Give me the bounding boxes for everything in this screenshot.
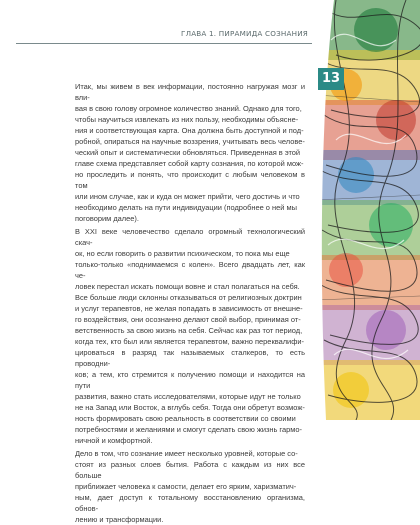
chapter-title: ГЛАВА 1. ПИРАМИДА СОЗНАНИЯ [181, 29, 308, 38]
paragraph-1: Итак, мы живем в век информации, постоянно нагружая мозг и вли- вая в свою голову огромное количество знаний. Однако для того, чтобы научиться извлекать из них пользу, необходимы объясне- ния и соответствующая карта. Она должна быть доступной и под- робной, опираться на научные воззрения, учитывать весь челове- ческий опыт и систематически обновляться. Приведенная в этой главе схема представляет собой карту сознания, по которой мож- но проследить и понять, что происходит с любым человеком в том или ином случае, как и куда он может прийти, чего достичь и что необходимо делать на пути индивидуации (подробнее о ней мы поговорим далее). [75, 82, 305, 223]
header-divider [16, 43, 312, 44]
paragraph-3: Дело в том, что сознание имеет несколько уровней, которые со- стоят из разных слоев бытия. Работа с каждым из них все больше приближает человека к самости, делает его ярким, харизматич- ным, дает доступ к тотальному восстановлению организма, обнов- лению и трансформации. [75, 449, 305, 524]
abstract-watercolor-art-icon [316, 0, 420, 420]
body-text [75, 81, 305, 525]
page-number: 13 [318, 68, 344, 90]
paragraph-2: В XXI веке человечество сделало огромный технологический скач- ок, но если говорить о развитии психическом, то пока мы еще только-только «поднимаемся с колен». Всего двадцать лет, как че- ловек перестал искать помощи вовне и стал полагаться на себя. Все больше люди склонны отказываться от религиозных доктрин и услуг терапевтов, не желая попадать в зависимость от внешне- го воздействия, они осознанно делают свой выбор, принимая от- ветственность за свою жизнь на себя. Сейчас как раз тот период, когда тех, кто был или является терапевтом, важно переквалифи- цироваться в разряд так называемых сталкеров, то есть проводни- ков; а тем, кто стремится к получению помощи и находится на пути развития, важно стать исследователями, которые идут не только не на Запад или Восток, а вглубь себя. Тогда они обретут возмож- ность формировать свою реальность в соответствии со своими потребностями и желаниями и смогут сделать свою жизнь гармо- ничной и комфортной. [75, 227, 305, 445]
